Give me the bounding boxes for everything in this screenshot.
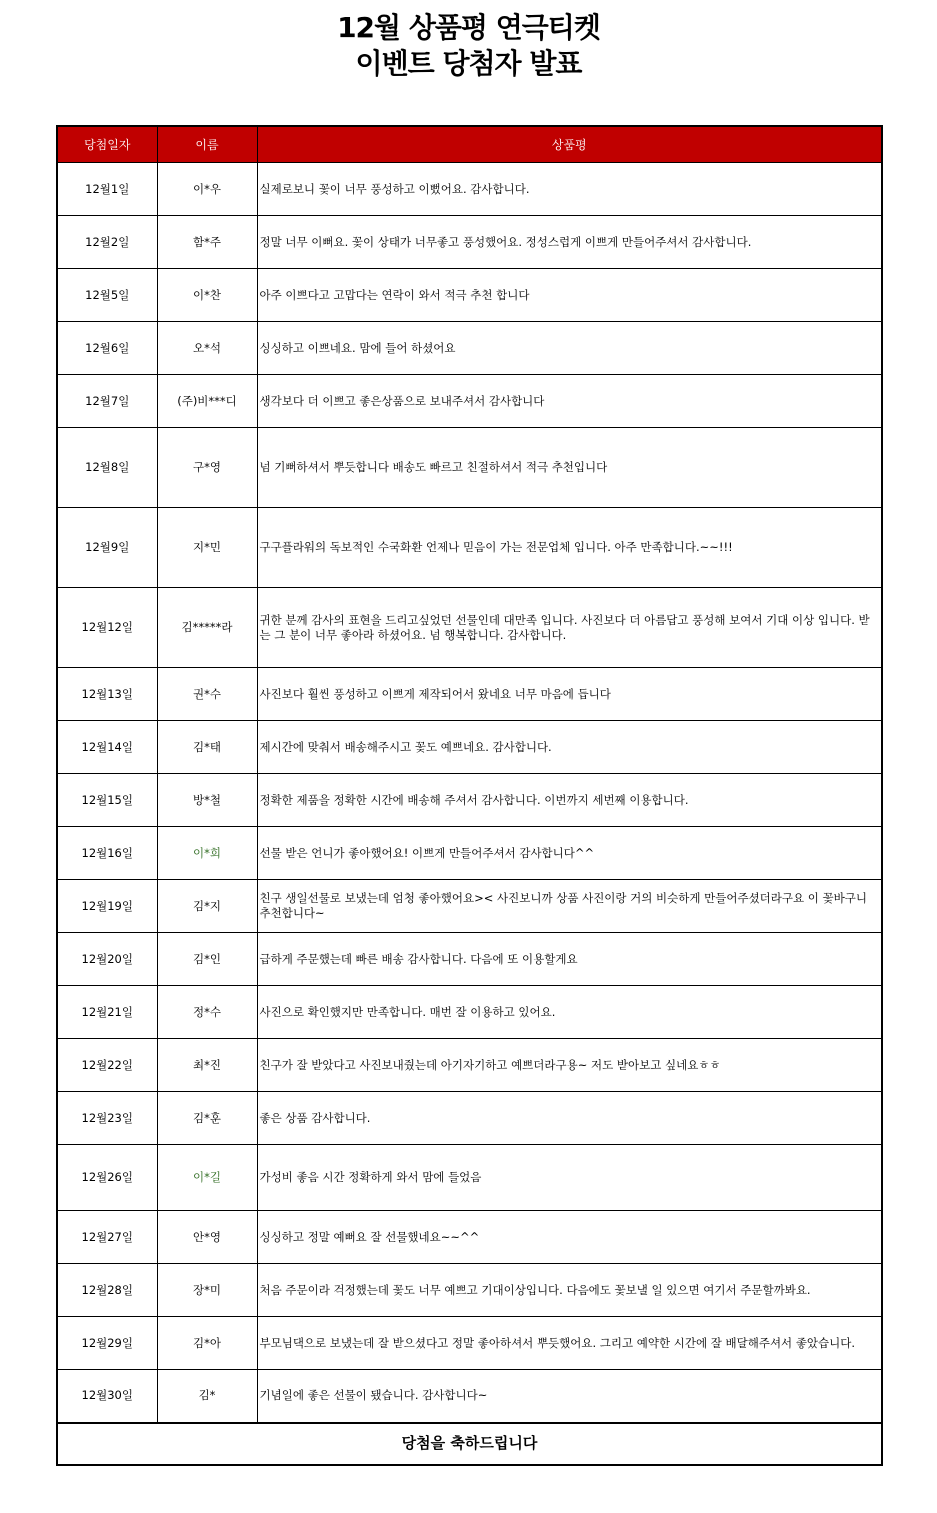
column-header-date: 당첨일자 [57,126,157,163]
winner-review: 가성비 좋음 시간 정확하게 와서 맘에 들었음 [257,1145,882,1211]
table-row [57,827,882,880]
winner-review: 넘 기뻐하셔서 뿌듯합니다 배송도 빠르고 친절하셔서 적극 추천입니다 [257,428,882,508]
winner-review: 정확한 제품을 정확한 시간에 배송해 주셔서 감사합니다. 이번까지 세번째 이용합니다. [257,774,882,827]
winner-review: 친구 생일선물로 보냈는데 엄청 좋아했어요>< 사진보니까 상품 사진이랑 거의 비슷하게 만들어주셨더라구요 이 꽃바구니 추천합니다~ [257,880,882,933]
winner-date: 12월14일 [57,721,157,774]
table-row [57,1264,882,1317]
table-row [57,986,882,1039]
winner-review: 제시간에 맞춰서 배송해주시고 꽃도 예쁘네요. 감사합니다. [257,721,882,774]
winner-name: 장*미 [157,1264,257,1317]
winner-review: 실제로보니 꽃이 너무 풍성하고 이뻤어요. 감사합니다. [257,163,882,216]
winner-review: 좋은 상품 감사합니다. [257,1092,882,1145]
column-header-review: 상품평 [257,126,882,163]
winner-name: 권*수 [157,668,257,721]
winner-date: 12월27일 [57,1211,157,1264]
table-row [57,1145,882,1211]
winner-name: 지*민 [157,508,257,588]
winner-date: 12월20일 [57,933,157,986]
table-footer-row [57,1423,882,1465]
winner-date: 12월22일 [57,1039,157,1092]
winner-name: 함*주 [157,216,257,269]
winner-date: 12월15일 [57,774,157,827]
winner-name: 구*영 [157,428,257,508]
table-body [57,163,882,1423]
winner-date: 12월2일 [57,216,157,269]
table-row [57,721,882,774]
winner-review: 친구가 잘 받았다고 사진보내줬는데 아기자기하고 예쁘더라구용~ 저도 받아보고 싶네요ㅎㅎ [257,1039,882,1092]
congratulations-message: 당첨을 축하드립니다 [57,1423,882,1465]
winner-date: 12월8일 [57,428,157,508]
table-row [57,880,882,933]
table-header-row [57,126,882,163]
winner-name: 김*태 [157,721,257,774]
page-title-line-1: 12월 상품평 연극티켓 [337,11,600,44]
winner-review: 사진보다 훨씬 풍성하고 이쁘게 제작되어서 왔네요 너무 마음에 듭니다 [257,668,882,721]
winner-date: 12월28일 [57,1264,157,1317]
winner-review: 부모님댁으로 보냈는데 잘 받으셨다고 정말 좋아하셔서 뿌듯했어요. 그리고 예약한 시간에 잘 배달해주셔서 좋았습니다. [257,1317,882,1370]
table-row [57,1370,882,1423]
winner-name: 방*철 [157,774,257,827]
winners-table [56,125,883,1466]
table-row [57,668,882,721]
table-row [57,1211,882,1264]
winner-date: 12월13일 [57,668,157,721]
winner-date: 12월7일 [57,375,157,428]
winner-name: 이*우 [157,163,257,216]
winner-review: 선물 받은 언니가 좋아했어요! 이쁘게 만들어주셔서 감사합니다^^ [257,827,882,880]
winner-review: 싱싱하고 이쁘네요. 맘에 들어 하셨어요 [257,322,882,375]
winner-name: 김*지 [157,880,257,933]
winner-date: 12월6일 [57,322,157,375]
winner-name: 안*영 [157,1211,257,1264]
table-row [57,269,882,322]
page-title-line-2: 이벤트 당첨자 발표 [355,47,582,80]
winner-name: 김* [157,1370,257,1423]
winner-review: 사진으로 확인했지만 만족합니다. 매번 잘 이용하고 있어요. [257,986,882,1039]
table-row [57,1092,882,1145]
table-row [57,933,882,986]
winner-name: 김*인 [157,933,257,986]
winner-name: 오*석 [157,322,257,375]
column-header-name: 이름 [157,126,257,163]
table-row [57,428,882,508]
winner-name: 김*훈 [157,1092,257,1145]
table-row [57,774,882,827]
winner-name: 이*길 [157,1145,257,1211]
winner-review: 생각보다 더 이쁘고 좋은상품으로 보내주셔서 감사합니다 [257,375,882,428]
winner-date: 12월1일 [57,163,157,216]
table-row [57,322,882,375]
winner-name: (주)비***디 [157,375,257,428]
winner-date: 12월23일 [57,1092,157,1145]
winner-date: 12월21일 [57,986,157,1039]
winner-date: 12월30일 [57,1370,157,1423]
winner-date: 12월29일 [57,1317,157,1370]
winner-date: 12월26일 [57,1145,157,1211]
winner-date: 12월16일 [57,827,157,880]
winner-review: 기념일에 좋은 선물이 됐습니다. 감사합니다~ [257,1370,882,1423]
winner-review: 정말 너무 이뻐요. 꽃이 상태가 너무좋고 풍성했어요. 정성스럽게 이쁘게 만들어주셔서 감사합니다. [257,216,882,269]
table-row [57,216,882,269]
winner-name: 최*진 [157,1039,257,1092]
winner-date: 12월5일 [57,269,157,322]
winner-review: 급하게 주문했는데 빠른 배송 감사합니다. 다음에 또 이용할게요 [257,933,882,986]
winner-name: 이*희 [157,827,257,880]
table-row [57,163,882,216]
winner-name: 이*찬 [157,269,257,322]
winner-date: 12월9일 [57,508,157,588]
winner-name: 김*아 [157,1317,257,1370]
winner-review: 귀한 분께 감사의 표현을 드리고싶었던 선물인데 대만족 입니다. 사진보다 더 아름답고 풍성해 보여서 기대 이상 입니다. 받는 그 분이 너무 좋아라 하셨어요. 넘 행복합니다. 감사합니다. [257,588,882,668]
table-row [57,508,882,588]
winner-name: 김*****라 [157,588,257,668]
winner-date: 12월19일 [57,880,157,933]
winner-review: 구구플라워의 독보적인 수국화환 언제나 믿음이 가는 전문업체 입니다. 아주 만족합니다.~~!!! [257,508,882,588]
winner-review: 아주 이쁘다고 고맙다는 연락이 와서 적극 추천 합니다 [257,269,882,322]
winner-review: 처음 주문이라 걱정했는데 꽃도 너무 예쁘고 기대이상입니다. 다음에도 꽃보낼 일 있으면 여기서 주문할까봐요. [257,1264,882,1317]
winner-date: 12월12일 [57,588,157,668]
table-row [57,375,882,428]
table-row [57,588,882,668]
table-row [57,1317,882,1370]
table-row [57,1039,882,1092]
winner-name: 정*수 [157,986,257,1039]
winner-review: 싱싱하고 정말 예뻐요 잘 선물했네요~~^^ [257,1211,882,1264]
